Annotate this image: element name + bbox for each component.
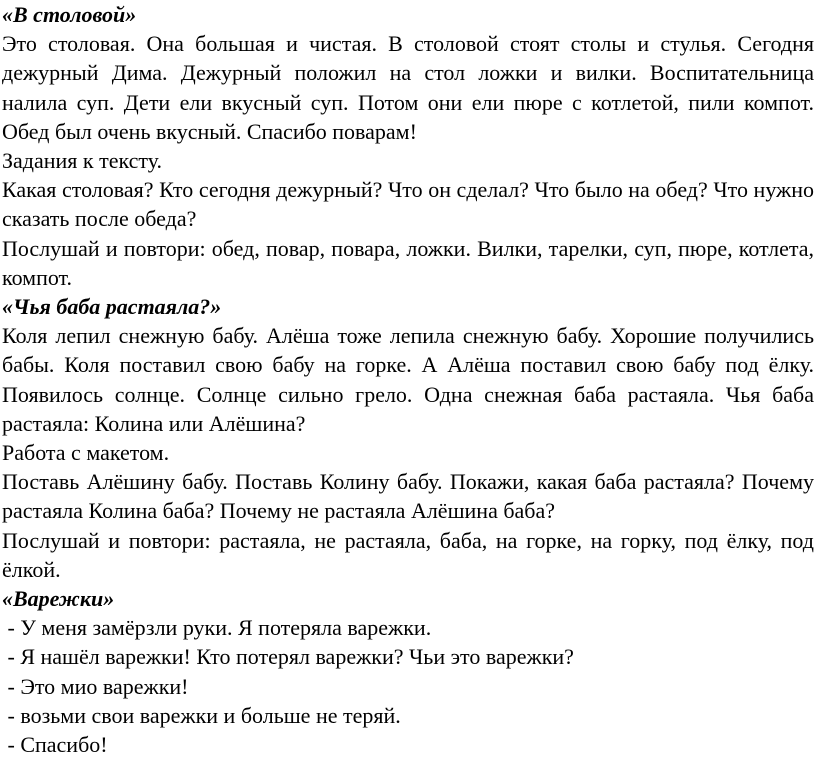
dialogue-line: - Это мио варежки! <box>2 673 189 699</box>
dialogue-line: - Спасибо! <box>2 732 108 758</box>
section-title: «Варежки» <box>2 586 115 612</box>
dialogue-line: - возьми свои варежки и больше не теряй. <box>2 702 401 728</box>
questions-paragraph: Поставь Алёшину бабу. Поставь Колину бабу. Покажи, какая баба растаяла? Почему растаяла Колина баба? Почему не растаяла Алёшина баба? <box>2 469 814 524</box>
section-varezhki <box>2 584 814 759</box>
document-page <box>2 0 814 759</box>
dialogue-line: - Я нашёл варежки! Кто потерял варежки? Чьи это варежки? <box>2 644 574 670</box>
section-title: «Чья баба растаяла?» <box>2 294 222 320</box>
task-heading: Работа с макетом. <box>2 440 170 466</box>
section-title: «В столовой» <box>2 2 137 27</box>
repeat-words-paragraph: Послушай и повтори: обед, повар, повара, ложки. Вилки, тарелки, суп, пюре, котлета, компот. <box>2 235 814 290</box>
questions-paragraph: Какая столовая? Кто сегодня дежурный? Что он сделал? Что было на обед? Что нужно сказать после обеда? <box>2 177 814 232</box>
dialogue-line: - У меня замёрзли руки. Я потеряла варежки. <box>2 615 432 641</box>
task-heading: Задания к тексту. <box>2 148 163 174</box>
story-paragraph: Коля лепил снежную бабу. Алёша тоже лепила снежную бабу. Хорошие получились бабы. Коля поставил свою бабу на горке. А Алёша поставил свою бабу под ёлку. Появилось солнце. Солнце сильно грело. Одна снежная баба растаяла. Чья баба растаяла: Колина или Алёшина? <box>2 323 814 436</box>
repeat-words-paragraph: Послушай и повтори: растаяла, не растаяла, баба, на горке, на горку, под ёлку, под ёлкой. <box>2 527 814 582</box>
story-paragraph: Это столовая. Она большая и чистая. В столовой стоят столы и стулья. Сегодня дежурный Дима. Дежурный положил на стол ложки и вилки. Воспитательница налила суп. Дети ели вкусный суп. Потом они ели пюре с котлетой, пили компот. Обед был очень вкусный. Спасибо поварам! <box>2 31 814 144</box>
section-chya-baba <box>2 292 814 584</box>
section-v-stolovoy <box>2 0 814 292</box>
